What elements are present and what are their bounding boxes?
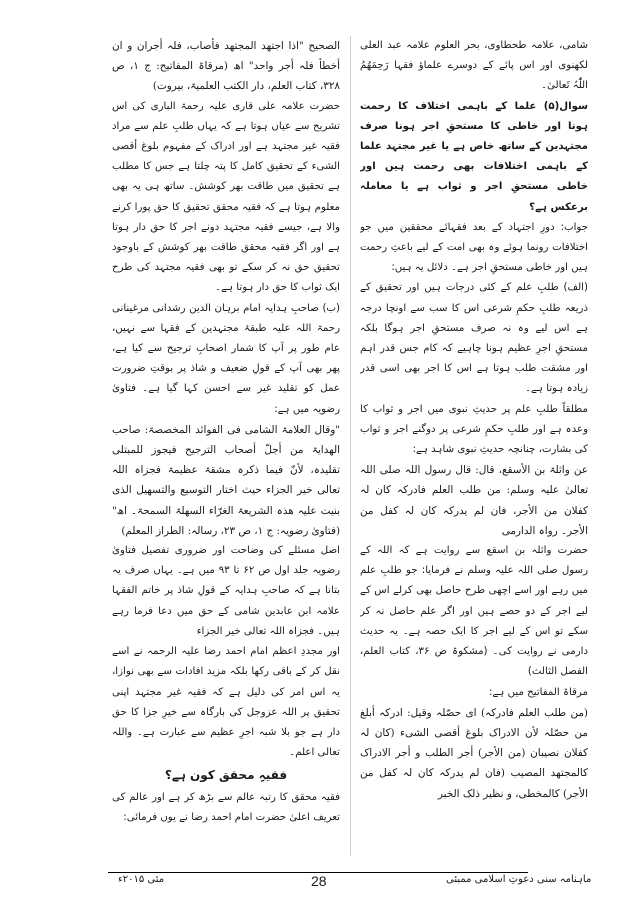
paragraph: (من طلب العلم فادرکہ) ای حصّلہ وقیل: ادرکہ أبلغ من حصّلہ لأن الادراک بلوغ أقصی الشیء (کان لہ کفلان نصیبان (من الأجر) أجر الطلب و أجر الادراک کالمجتھد المصیب (فان لم یدرکہ کان لہ کفل من الأجر) کالمخطی، و نظیر ذلک الخبر (360, 706, 588, 800)
left-column (112, 36, 340, 856)
paragraph: اصل مسئلے کی وضاحت اور ضروری تفصیل فتاویٰ رضویہ جلد اول ص ۶۲ تا ۹۳ میں ہے۔ یہاں صرف یہ بتانا ہے کہ صاحبِ ہدایہ کے قولِ شاذ پر خاتم الفقہا علامہ ابن عابدین شامی کے حق میں دعا فرما رہے ہیں۔ فجزاہ اللہ تعالی خیر الجزاء (112, 545, 340, 637)
footer-issue-date: مئی ۲۰۱۵ء (118, 874, 165, 885)
paragraph: حضرت واثلہ بن اسقع سے روایت ہے کہ اللہ کے رسول صلی اللہ علیہ وسلم نے فرمایا: جو طلبِ علم میں رہے اور اسے اچھی طرح حاصل بھی کرلے اس کے لیے اجر کے دو حصے ہیں اور اگر علم حاصل نہ کر سکے تو اس کے لیے اجر کا ایک حصہ ہے۔ یہ حدیث دارمی نے روایت کی۔ (مشکوۃ ص ۳۶، کتاب العلم، الفصل الثالث) (360, 545, 588, 678)
paragraph: مطلقاً طلبِ علم پر حدیثِ نبوی میں اجر و ثواب کا وعدہ ہے اور طلبِ حکمِ شرعی پر دوگنے اجر و ثواب کی بشارت، چنانچہ حدیثِ نبوی شاہد ہے: (360, 403, 588, 456)
paragraph: الصحیح "اذا اجتھد المجتھد فأصاب، فلہ أجران و ان أخطأ فلہ أجر واحد" اھ (مرقاۃ المفاتیح: ج ۱، ص ۳۲۸، کتاب العلم، دار الکتب العلمیۃ، بیروت) (112, 40, 340, 93)
page-number: 28 (311, 873, 327, 889)
right-column (360, 36, 588, 856)
paragraph: (ب) صاحبِ ہدایہ امام برہان الدین رشدانی مرغینانی رحمۃ اللہ علیہ طبقۂ مجتہدین کے فقہا سے نہیں، عام طور پر آپ کا شمار اصحابِ ترجیح سے کیا ہے، پھر بھی آپ کے قولِ ضعیف و شاذ پر بوقتِ ضرورت عمل کو تقلید غیر سے احسن کہا گیا ہے۔ فتاویٰ رضویہ میں ہے: (112, 302, 340, 415)
paragraph: شامی، علامہ طحطاوی، بحر العلوم علامہ عبد العلی لکھنوی اور اس پائے کے دوسرے علماؤ فقہا رَحِمَھُمُ اللّٰہُ تَعالیٰ۔ (360, 40, 588, 92)
paragraph: سوال(۵) علما کے باہمی اختلاف کا رحمت ہونا اور خاطی کا مستحقِ اجر ہونا صرف مجتہدین کے ساتھ خاص ہے یا غیر مجتہد علما کے باہمی اختلافات بھی رحمت ہیں اور خاطی مستحقِ اجر و ثواب ہے یا معاملہ برعکس ہے؟ (360, 100, 588, 213)
paragraph: "وقال العلامۃ الشامی فی الفوائد المخصصۃ: صاحب الھدایۃ من أجلّ أصحاب الترجیح فیجوز للمبتلی تقلیدہ، لأنّ فیما ذکرہ مشقۃ عظیمۃ فجزاہ اللہ تعالی خیر الجزاء حیث اختار التوسیع والتسھیل الذی بنیت علیہ ھذہ الشریعۃ الغرّاء السھلۃ السمحۃ۔ اھ" (فتاویٰ رضویہ: ج ۱، ص ۲۳، رسالہ: الطراز المعلم) (112, 423, 340, 537)
paragraph: مرقاۃ المفاتیح میں ہے: (489, 686, 588, 698)
paragraph: (الف) طلبِ علم کے کئی درجات ہیں اور تحقیق کے ذریعہ طلبِ حکمِ شرعی اس کا سب سے اونچا درجہ ہے اس لیے وہ نہ صرف مستحقِ اجر ہوگا بلکہ مستحقِ اجرِ عظیم ہونا چاہیے کہ کام جس قدر اہم اور مشقت طلب ہوتا ہے اس کا اجر بھی اسی قدر زیادہ ہوتا ہے۔ (360, 282, 588, 395)
column-divider (350, 36, 351, 856)
paragraph: جواب: دورِ اجتہاد کے بعد فقہائے محققین میں جو اختلافات رونما ہوئے وہ بھی امت کے لیے باعثِ رحمت ہیں اور خاطی مستحقِ اجر ہے۔ دلائل یہ ہیں: (360, 221, 588, 274)
footer-magazine-title: ماہنامہ سنی دعوتِ اسلامی ممبئی (446, 874, 592, 885)
paragraph: حضرت علامہ علی قاری علیہ رحمۃ الباری کی اس تشریح سے عیاں ہوتا ہے کہ یہاں طلبِ علم سے مراد فقیہ غیر مجتہد ہے اور ادراک کے مفہوم بلوغ أقصی الشیء کے تحقیق کامل کا پتہ چلتا ہے جس کا مطلب ہے تحقیق میں طاقت بھر کوشش۔ ساتھ ہی یہ بھی معلوم ہوتا ہے کہ فقیہ محقق تحقیق کا حق پورا کرنے والا ہے، جیسے فقیہ مجتہد دونے اجر کا حق دار ہوتا ہے اور اگر فقیہ محقق طاقت بھر کوشش کے باوجود تحقیق حق نہ کر سکے تو بھی فقیہ مجتہد کی طرح ایک ثواب کا حق دار ہوتا ہے۔ (112, 100, 340, 294)
paragraph: فقیہ محقق کا رتبہ عالم سے بڑھ کر ہے اور عالم کی تعریف اعلیٰ حضرت امام احمد رضا نے یوں فرمائی: (112, 791, 340, 823)
paragraph: اور مجددِ اعظم امام احمد رضا علیہ الرحمہ نے اسے نقل کر کے باقی رکھا بلکہ مزید افادات سے بھی نوازا، یہ اس امر کی دلیل ہے کہ فقیہ غیر مجتہد اپنی تحقیق پر اللہ عزوجل کی بارگاہ سے خیرِ جزا کا حق دار ہے جو بلا شبہ اجرِ عظیم سے عبارت ہے۔ واللہ تعالی اعلم۔ (112, 646, 340, 759)
section-heading: فقیہِ محقق کون ہے؟ (164, 768, 288, 783)
paragraph: عن واثلۃ بن الأسقع، قال: قال رسول اللہ صلی اللہ تعالیٰ علیہ وسلم: من طلب العلم فادرکہ کان لہ کفلان من الأجر، فان لم یدرکہ کان لہ کفل من الأجر۔ رواہ الدارمی (360, 464, 588, 537)
